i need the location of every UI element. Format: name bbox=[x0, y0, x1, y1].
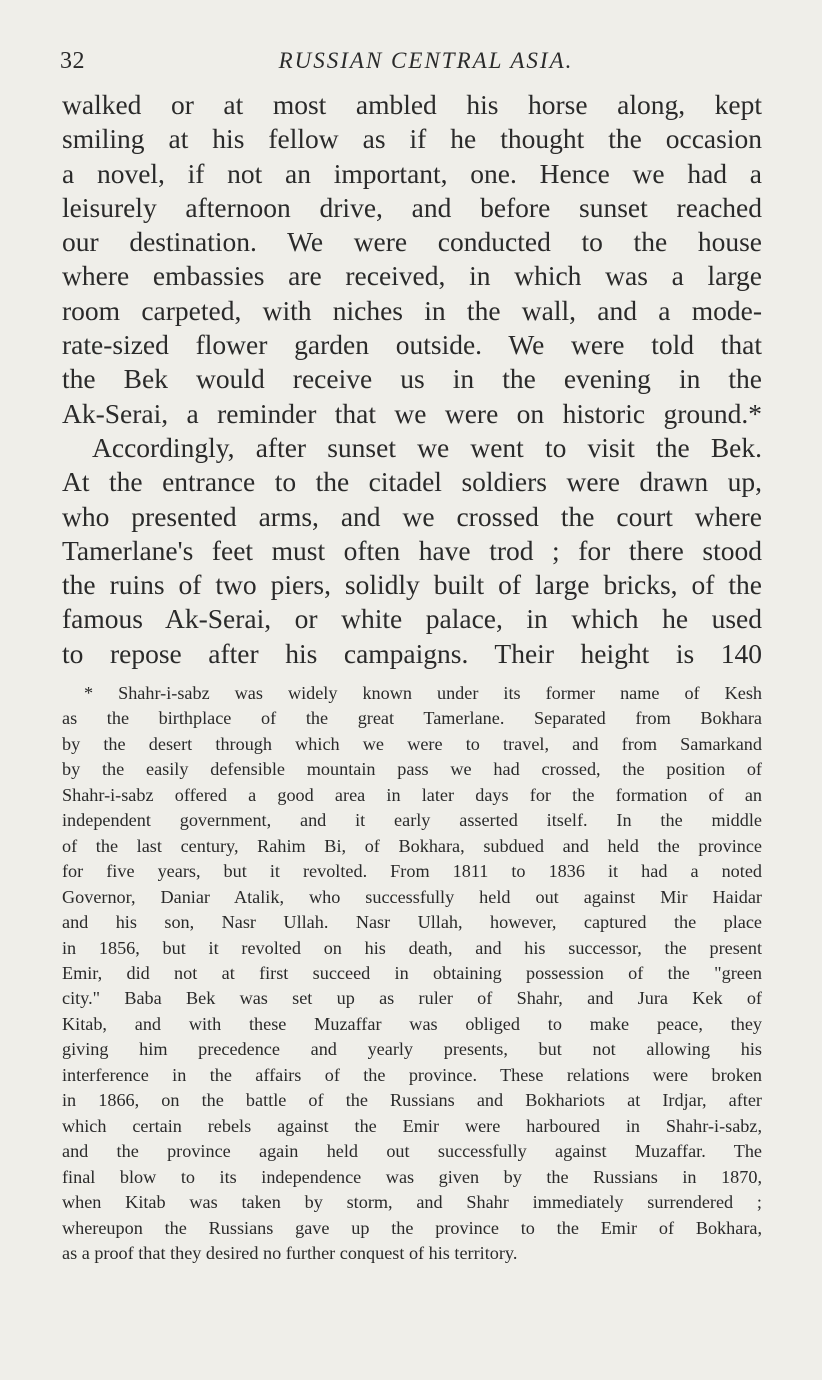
footnote-line: by the easily defensible mountain pass we had crossed, the position of bbox=[62, 759, 762, 780]
body-line: room carpeted, with niches in the wall, and a mode- bbox=[62, 294, 762, 326]
body-line: rate-sized flower garden outside. We were told that bbox=[62, 329, 762, 361]
running-head bbox=[60, 48, 762, 78]
body-line: where embassies are received, in which was a large bbox=[62, 260, 762, 292]
footnote-line: and his son, Nasr Ullah. Nasr Ullah, however, captured the place bbox=[62, 912, 762, 933]
body-line: smiling at his fellow as if he thought the occasion bbox=[62, 123, 762, 155]
footnote-line: interference in the affairs of the province. These relations were broken bbox=[62, 1064, 762, 1085]
body-line: Accordingly, after sunset we went to visit the Bek. bbox=[92, 431, 762, 463]
footnote-line: in 1856, but it revolted on his death, and his successor, the present bbox=[62, 937, 762, 958]
footnote-line: by the desert through which we were to travel, and from Samarkand bbox=[62, 733, 762, 754]
footnote-line: when Kitab was taken by storm, and Shahr immediately surrendered ; bbox=[62, 1192, 762, 1213]
body-line: famous Ak-Serai, or white palace, in which he used bbox=[62, 603, 762, 635]
body-line: Tamerlane's feet must often have trod ; for there stood bbox=[62, 534, 762, 566]
footnote-line: final blow to its independence was given by the Russians in 1870, bbox=[62, 1166, 762, 1187]
footnote bbox=[62, 681, 762, 1266]
footnote-line: Kitab, and with these Muzaffar was obliged to make peace, they bbox=[62, 1013, 762, 1034]
footnote-line: whereupon the Russians gave up the province to the Emir of Bokhara, bbox=[62, 1217, 762, 1238]
footnote-line: independent government, and it early asserted itself. In the middle bbox=[62, 810, 762, 831]
body-line: a novel, if not an important, one. Hence we had a bbox=[62, 157, 762, 189]
page-number: 32 bbox=[60, 48, 85, 74]
body-line: to repose after his campaigns. Their height is 140 bbox=[62, 637, 762, 669]
footnote-line: * Shahr-i-sabz was widely known under its former name of Kesh bbox=[84, 683, 762, 703]
body-line: our destination. We were conducted to the house bbox=[62, 226, 762, 258]
body-line: At the entrance to the citadel soldiers were drawn up, bbox=[62, 466, 762, 498]
footnote-line: Shahr-i-sabz offered a good area in later days for the formation of an bbox=[62, 784, 762, 805]
footnote-line: in 1866, on the battle of the Russians and Bokhariots at Irdjar, after bbox=[62, 1090, 762, 1111]
body-line: Ak-Serai, a reminder that we were on historic ground.* bbox=[62, 397, 762, 429]
footnote-line: city." Baba Bek was set up as ruler of Shahr, and Jura Kek of bbox=[62, 988, 762, 1009]
footnote-line: as the birthplace of the great Tamerlane. Separated from Bokhara bbox=[62, 708, 762, 729]
body-text bbox=[62, 88, 762, 671]
footnote-line: Emir, did not at first succeed in obtaining possession of the "green bbox=[62, 962, 762, 983]
body-line: walked or at most ambled his horse along, kept bbox=[62, 89, 762, 120]
footnote-line: giving him precedence and yearly presents, but not allowing his bbox=[62, 1039, 762, 1060]
footnote-line: as a proof that they desired no further conquest of his territory. bbox=[62, 1242, 518, 1263]
footnote-line: which certain rebels against the Emir were harboured in Shahr-i-sabz, bbox=[62, 1115, 762, 1136]
footnote-line: for five years, but it revolted. From 1811 to 1836 it had a noted bbox=[62, 861, 762, 882]
footnote-line: Governor, Daniar Atalik, who successfully held out against Mir Haidar bbox=[62, 886, 762, 907]
body-line: the ruins of two piers, solidly built of large bricks, of the bbox=[62, 569, 762, 601]
body-line: the Bek would receive us in the evening in the bbox=[62, 363, 762, 395]
body-line: leisurely afternoon drive, and before sunset reached bbox=[62, 191, 762, 223]
running-title: RUSSIAN CENTRAL ASIA. bbox=[278, 48, 574, 73]
footnote-line: and the province again held out successfully against Muzaffar. The bbox=[62, 1141, 762, 1162]
body-line: who presented arms, and we crossed the court where bbox=[62, 500, 762, 532]
footnote-line: of the last century, Rahim Bi, of Bokhara, subdued and held the province bbox=[62, 835, 762, 856]
